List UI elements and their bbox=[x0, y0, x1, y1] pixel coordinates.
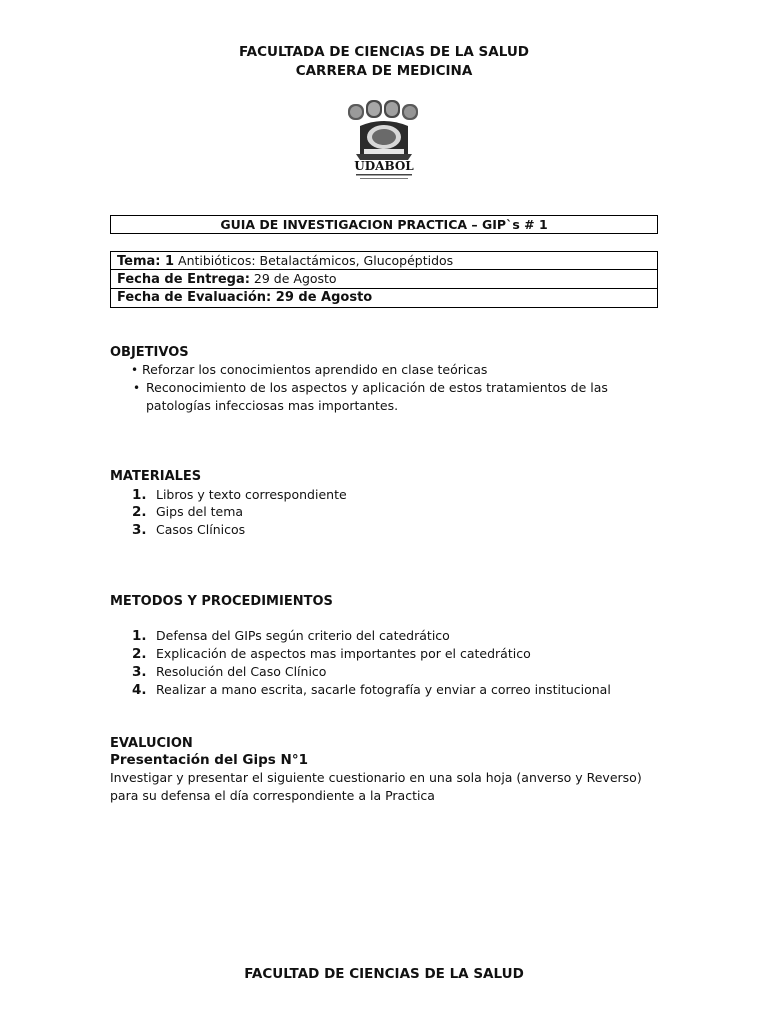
logo-text: UDABOL bbox=[354, 159, 414, 173]
metodo-item: Resolución del Caso Clínico bbox=[156, 664, 327, 679]
objetivo-item-2: Reconocimiento de los aspectos y aplicación de estos tratamientos de las bbox=[146, 380, 608, 395]
evaluacion-text-1: Investigar y presentar el siguiente cuestionario en una sola hoja (anverso y Reverso) bbox=[110, 770, 642, 785]
udabol-seal-icon bbox=[344, 96, 424, 184]
list-number: 2. bbox=[132, 504, 147, 520]
material-item: Gips del tema bbox=[156, 504, 244, 519]
info-row-evaluacion bbox=[111, 289, 657, 307]
career-heading: CARRERA DE MEDICINA bbox=[295, 63, 473, 79]
metodos-title: METODOS Y PROCEDIMIENTOS bbox=[110, 594, 333, 609]
metodo-item: Realizar a mano escrita, sacarle fotografía y enviar a correo institucional bbox=[156, 682, 611, 697]
guide-title-box bbox=[110, 215, 658, 234]
bullet-icon: • bbox=[131, 363, 139, 377]
entrega-label: Fecha de Entrega: bbox=[117, 272, 250, 288]
metodo-item: Defensa del GIPs según criterio del catedrático bbox=[156, 628, 450, 643]
list-number: 1. bbox=[132, 487, 147, 503]
info-row-tema bbox=[111, 252, 657, 270]
info-row-entrega bbox=[111, 270, 657, 288]
list-number: 2. bbox=[132, 646, 147, 662]
list-number: 3. bbox=[132, 664, 147, 680]
objetivo-item-1: Reforzar los conocimientos aprendido en clase teóricas bbox=[142, 362, 488, 377]
tema-label: Tema: 1 bbox=[117, 254, 175, 269]
metodo-item: Explicación de aspectos mas importantes por el catedrático bbox=[156, 646, 531, 661]
list-number: 3. bbox=[132, 522, 147, 538]
list-number: 4. bbox=[132, 682, 147, 698]
footer-faculty: FACULTAD DE CIENCIAS DE LA SALUD bbox=[244, 966, 524, 982]
evaluacion-text-2: para su defensa el día correspondiente a la Practica bbox=[110, 788, 435, 803]
list-number: 1. bbox=[132, 628, 147, 644]
bullet-icon: • bbox=[133, 381, 141, 395]
evaluacion-title: EVALUCION bbox=[110, 736, 193, 751]
entrega-value: 29 de Agosto bbox=[249, 271, 337, 287]
guide-title: GUIA DE INVESTIGACION PRACTICA – GIP`s # 1 bbox=[220, 217, 548, 232]
materiales-title: MATERIALES bbox=[110, 469, 202, 484]
faculty-heading: FACULTADA DE CIENCIAS DE LA SALUD bbox=[238, 44, 530, 60]
tema-value: Antibióticos: Betalactámicos, Glucopéptidos bbox=[174, 253, 454, 268]
material-item: Casos Clínicos bbox=[156, 522, 246, 537]
info-table bbox=[110, 251, 658, 308]
material-item: Libros y texto correspondiente bbox=[156, 487, 347, 502]
evaluacion-value: 29 de Agosto bbox=[271, 289, 373, 305]
objetivos-title: OBJETIVOS bbox=[110, 345, 189, 360]
evaluacion-label: Fecha de Evaluación: bbox=[117, 289, 272, 305]
objetivo-item-2-cont: patologías infecciosas mas importantes. bbox=[146, 398, 399, 413]
evaluacion-subtitle: Presentación del Gips N°1 bbox=[110, 752, 308, 768]
